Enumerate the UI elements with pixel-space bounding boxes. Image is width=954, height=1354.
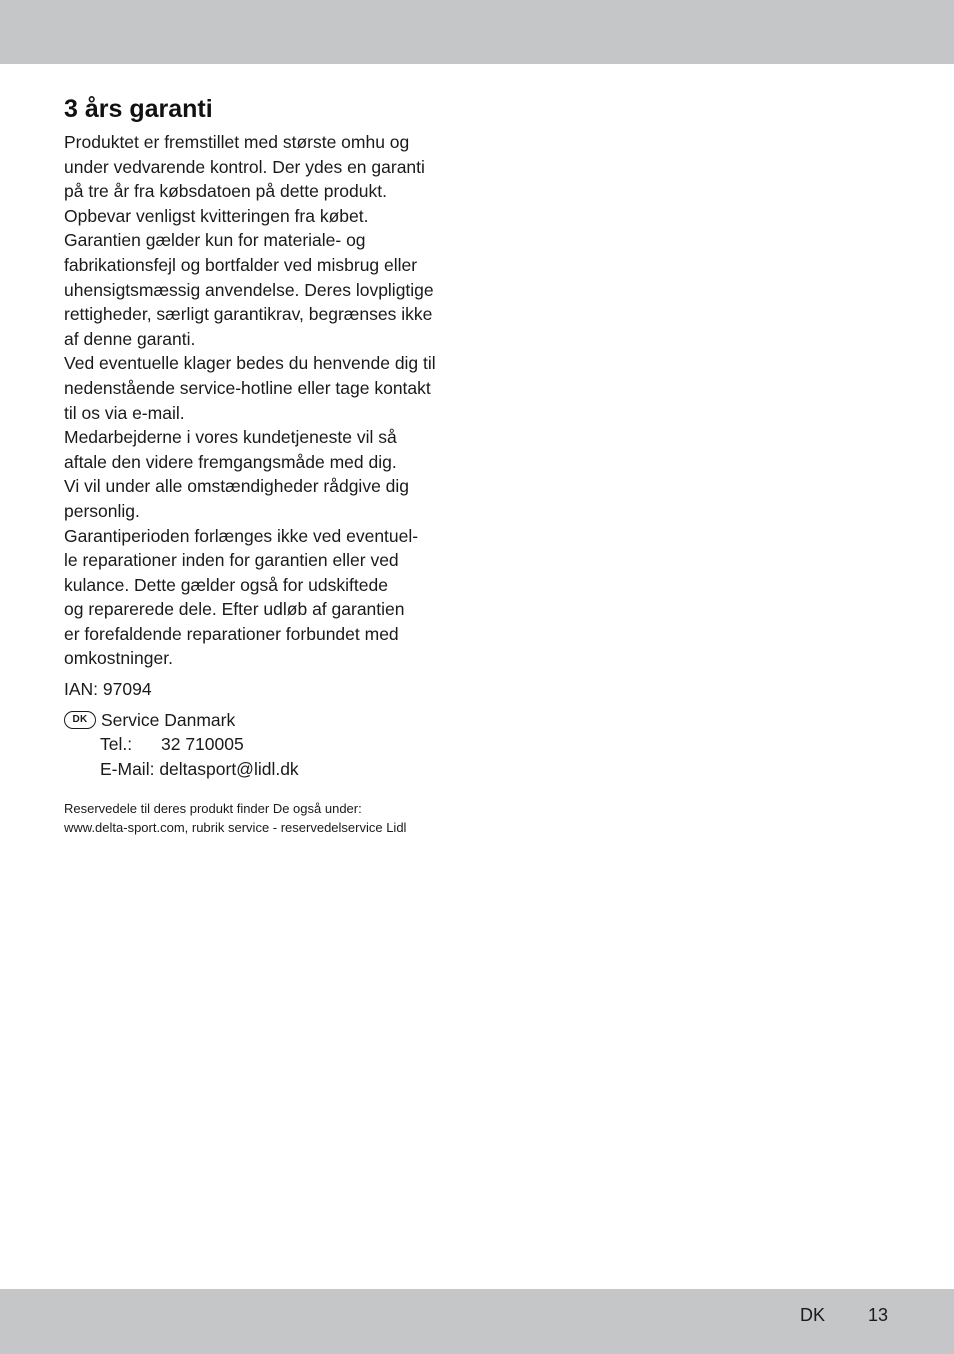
service-contact [64,708,464,782]
warranty-section [64,92,464,837]
page-number: 13 [868,1305,889,1325]
text-line: omkostninger. [64,648,173,669]
text-line: personlig. [64,500,140,521]
text-line: Opbevar venligst kvitteringen fra købet. [64,205,369,226]
text-line: af denne garanti. [64,328,196,349]
tel-value: 32 710005 [161,734,244,755]
text-line: Garantiperioden forlænges ikke ved eventuel- [64,525,419,546]
service-email-row [64,757,464,782]
header-band [0,0,954,64]
country-badge-icon: DK [64,711,96,729]
text-line: Produktet er fremstillet med største omhu og [64,132,410,152]
text-line: le reparationer inden for garantien eller ved [64,550,399,571]
text-line: under vedvarende kontrol. Der ydes en garanti [64,156,425,177]
tel-label: Tel.: [100,734,133,755]
note-line: www.delta-sport.com, rubrik service - reservedelservice Lidl [64,820,407,836]
text-line: kulance. Dette gælder også for udskiftede [64,574,388,595]
text-line: fabrikationsfejl og bortfalder ved misbrug eller [64,254,418,275]
email-value: deltasport@lidl.dk [159,758,299,779]
service-tel-row [64,732,464,757]
note-line: Reservedele til deres produkt finder De også under: [64,801,362,817]
text-line: aftale den videre fremgangsmåde med dig. [64,451,397,472]
text-line: på tre år fra købsdatoen på dette produkt. [64,181,387,202]
spare-parts-note [64,799,464,837]
ian-number: IAN: 97094 [64,679,152,700]
service-name: Service Danmark [101,709,236,730]
text-line: Garantien gælder kun for materiale- og [64,230,366,251]
text-line: uhensigtsmæssig anvendelse. Deres lovpligtige [64,279,434,300]
text-line: og reparerede dele. Efter udløb af garantien [64,599,405,620]
text-line: til os via e-mail. [64,402,185,423]
text-line: rettigheder, særligt garantikrav, begrænses ikke [64,304,433,325]
warranty-paragraph [64,130,464,671]
footer-language: DK [800,1305,826,1325]
text-line: Medarbejderne i vores kundetjeneste vil så [64,427,397,448]
text-line: Vi vil under alle omstændigheder rådgive dig [64,476,410,497]
page-title: 3 års garanti [64,95,213,123]
text-line: er forefaldende reparationer forbundet med [64,623,399,644]
text-line: Ved eventuelle klager bedes du henvende dig til [64,353,436,374]
service-name-row [64,708,464,733]
email-label: E-Mail: [100,758,155,779]
text-line: nedenstående service-hotline eller tage kontakt [64,377,431,398]
